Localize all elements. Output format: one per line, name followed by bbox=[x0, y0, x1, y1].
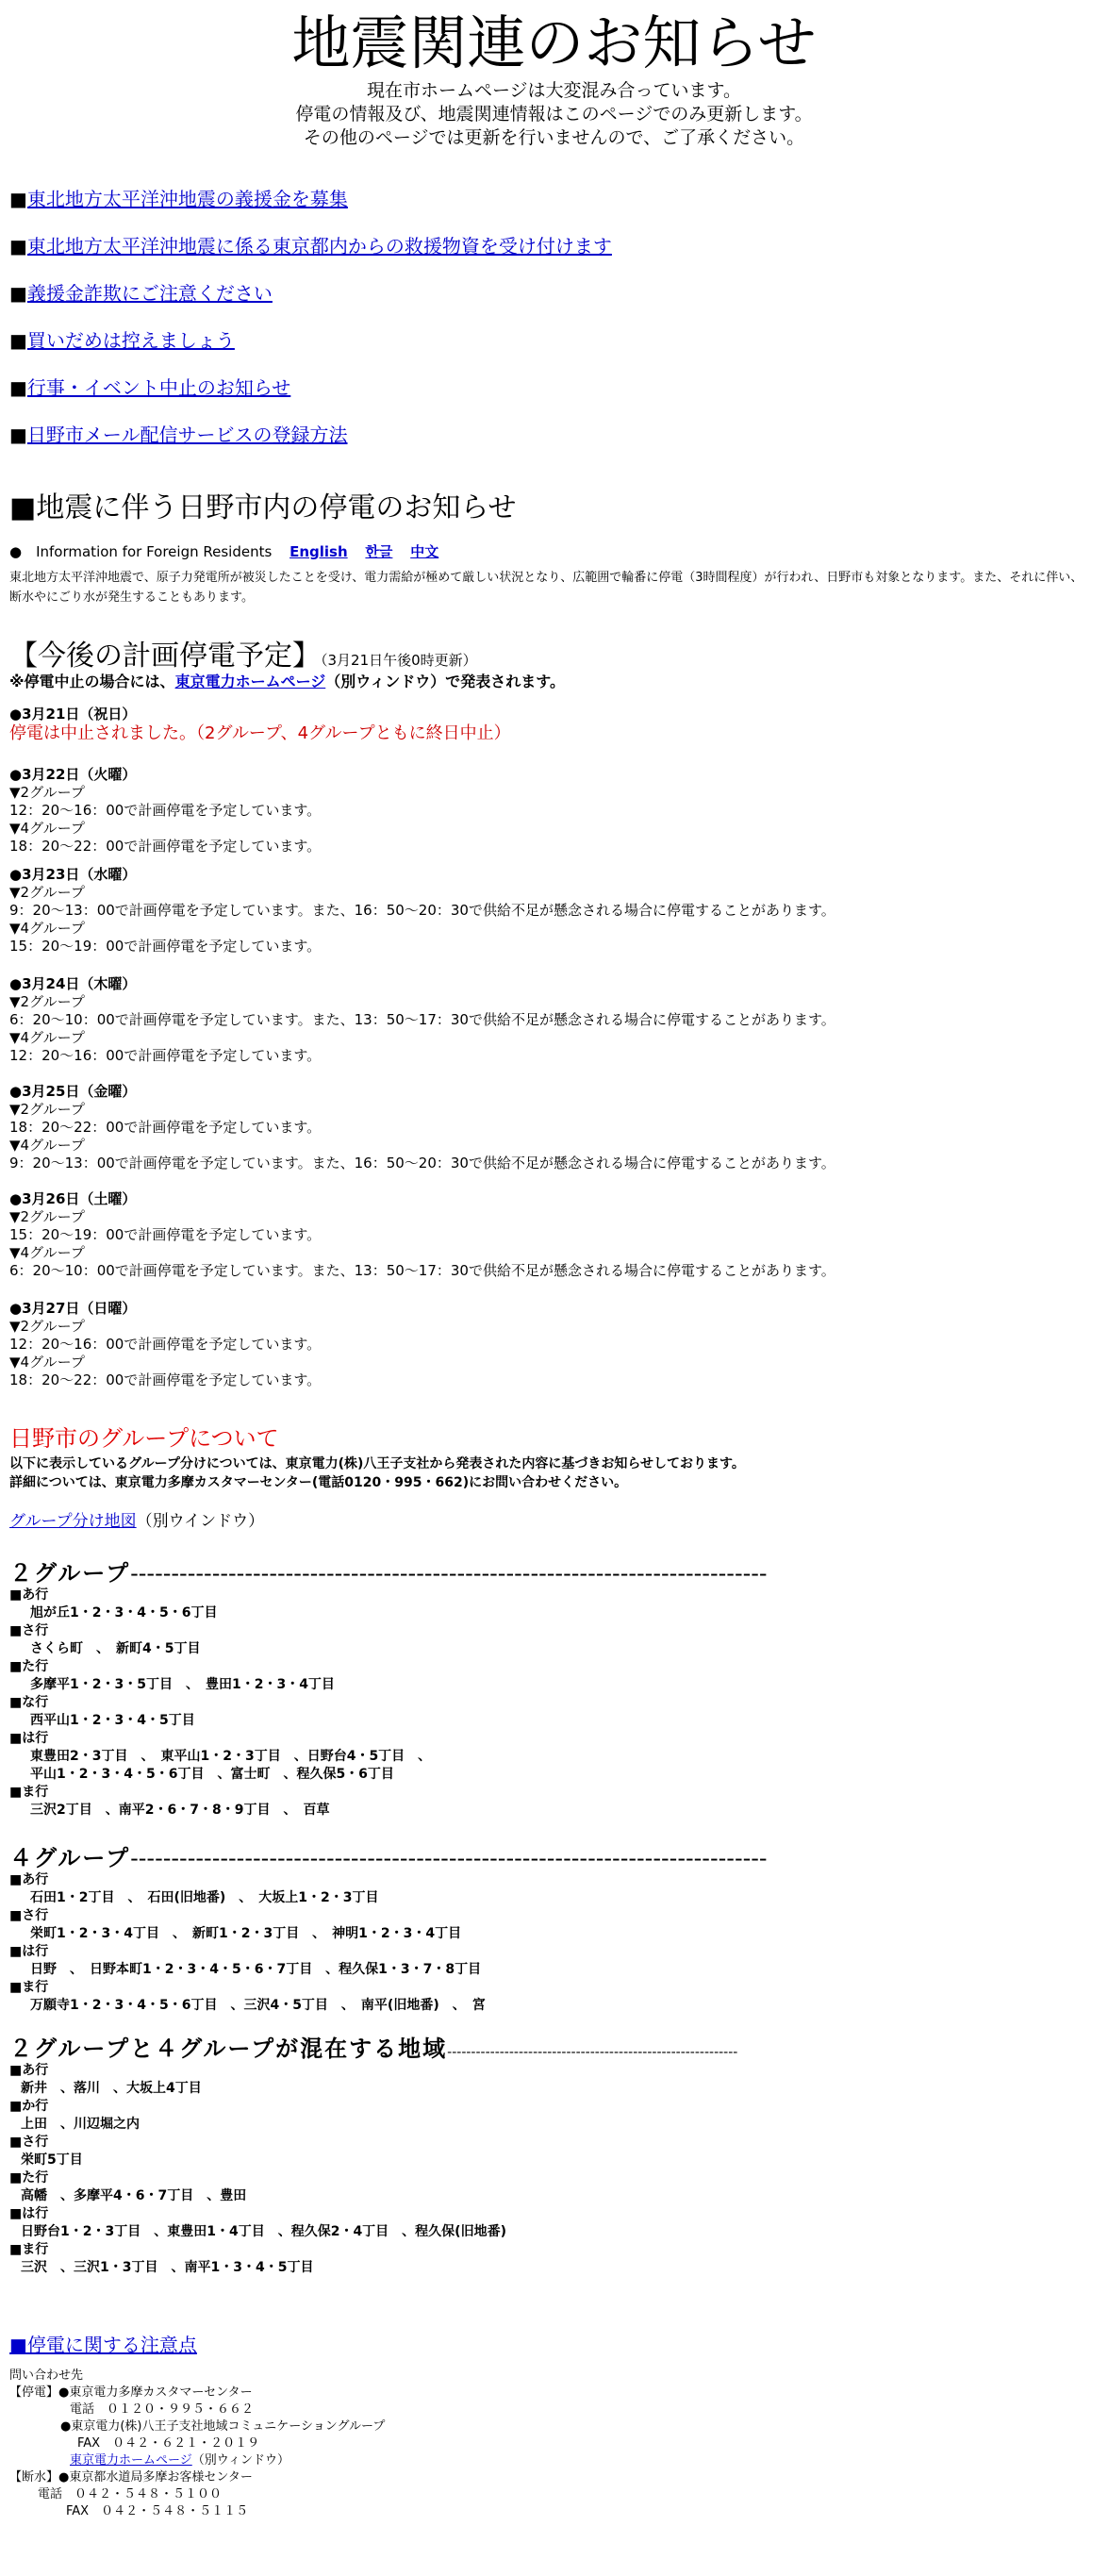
contact-tepco-fax: FAX ０４２・６２１・２０１９ bbox=[77, 2436, 260, 2451]
group-area-list bbox=[9, 1871, 486, 2015]
area-names: 三沢 、三沢1・3丁目 、南平1・3・4・5丁目 bbox=[21, 2260, 314, 2275]
area-names: 新井 、落川 、大坂上4丁目 bbox=[21, 2081, 202, 2096]
area-names: 日野台1・2・3丁目 、東豊田1・4丁目 、程久保2・4丁目 、程久保(旧地番) bbox=[21, 2224, 506, 2239]
schedule-line: ▼2グループ bbox=[9, 884, 85, 901]
bullet-square-icon: ■ bbox=[9, 424, 27, 446]
schedule-line: 12：20～16：00で計画停電を予定しています。 bbox=[9, 802, 322, 819]
group-section-rule: ------------------------------------------------------------------------------ bbox=[130, 1560, 768, 1587]
link-mail-service[interactable]: 日野市メール配信サービスの登録方法 bbox=[26, 424, 348, 446]
area-names: 高幡 、多摩平4・6・7丁目 、豊田 bbox=[21, 2188, 247, 2203]
plan-updated: （3月21日午後0時更新） bbox=[321, 652, 477, 669]
group-section-heading bbox=[9, 1554, 768, 1587]
area-row-head: ■さ行 bbox=[9, 2135, 49, 2150]
schedule-day bbox=[9, 766, 321, 856]
area-names: さくら町 、 新町4・5丁目 bbox=[30, 1641, 201, 1656]
bullet-square-icon: ■ bbox=[9, 329, 27, 352]
schedule-line: 12：20～16：00で計画停電を予定しています。 bbox=[9, 1047, 322, 1064]
schedule-line: 9：20～13：00で計画停電を予定しています。また、16：50～20：30で供給不足が懸念される場合に停電することがあります。 bbox=[9, 902, 835, 919]
schedule-line: ▼4グループ bbox=[9, 920, 85, 937]
area-row-head: ■ま行 bbox=[9, 1785, 49, 1800]
caution-row bbox=[9, 2330, 197, 2357]
link-relief-supplies[interactable]: 東北地方太平洋沖地震に係る東京都内からの救援物資を受け付けます bbox=[26, 235, 612, 258]
schedule-day bbox=[9, 866, 835, 956]
link-item-donation bbox=[9, 187, 348, 211]
schedule-line: 9：20～13：00で計画停電を予定しています。また、16：50～20：30で供給不足が懸念される場合に停電することがあります。 bbox=[9, 1155, 835, 1172]
outage-intro: 東北地方太平洋沖地震で、原子力発電所が被災したことを受け、電力需給が極めて厳しい状況となり、広範囲で輪番に停電（3時間程度）が行われ、日野市も対象となります。また、それに伴い、断水やにごり水が発生することもあります。 bbox=[9, 571, 1083, 605]
area-names: 多摩平1・2・3・5丁目 、 豊田1・2・3・4丁目 bbox=[30, 1677, 335, 1692]
schedule-line: 18：20～22：00で計画停電を予定しています。 bbox=[9, 1119, 322, 1136]
schedule-line: ▼4グループ bbox=[9, 1354, 85, 1371]
contact-water-tel: 電話 ０４２・５４８・５１００ bbox=[38, 2487, 223, 2501]
schedule-line: 15：20～19：00で計画停電を予定しています。 bbox=[9, 938, 322, 955]
bullet-square-icon: ■ bbox=[9, 282, 27, 305]
schedule-line: 15：20～19：00で計画停電を予定しています。 bbox=[9, 1226, 322, 1243]
schedule-line: 12：20～16：00で計画停電を予定しています。 bbox=[9, 1336, 322, 1353]
plan-title: 【今後の計画停電予定】 bbox=[9, 640, 321, 673]
plan-note-pre: ※停電中止の場合には、 bbox=[9, 673, 175, 690]
group-section-title: ２グループと４グループが混在する地域 bbox=[9, 2036, 448, 2062]
contact-water-fax: FAX ０４２・５４８・５１１５ bbox=[66, 2504, 249, 2518]
area-row-head: ■な行 bbox=[9, 1695, 49, 1710]
area-names: 石田1・2丁目 、 石田(旧地番) 、 大坂上1・2・3丁目 bbox=[30, 1890, 379, 1905]
area-row-head: ■あ行 bbox=[9, 2063, 49, 2078]
area-row-head: ■あ行 bbox=[9, 1872, 49, 1887]
contact-label: 問い合わせ先 bbox=[9, 2368, 84, 2383]
water-label: 【断水】 bbox=[9, 2470, 59, 2485]
groups-heading: 日野市のグループについて bbox=[9, 1425, 279, 1452]
schedule-date: ●3月22日（火曜） bbox=[9, 766, 137, 783]
area-names: 東豊田2・3丁目 、 東平山1・2・3丁目 、日野台4・5丁目 、 bbox=[30, 1749, 432, 1764]
link-item-hoarding bbox=[9, 328, 235, 353]
link-item-relief bbox=[9, 234, 612, 258]
schedule-line: ▼2グループ bbox=[9, 1208, 85, 1225]
schedule-date: ●3月27日（日曜） bbox=[9, 1300, 137, 1317]
area-row-head: ■か行 bbox=[9, 2099, 49, 2114]
area-names: 旭が丘1・2・3・4・5・6丁目 bbox=[30, 1605, 218, 1620]
group-section-title: ４グループ bbox=[9, 1845, 131, 1871]
link-item-mail bbox=[9, 423, 348, 447]
contact-tepco-link-row bbox=[9, 2452, 385, 2469]
group-map-link[interactable]: グループ分け地図 bbox=[9, 1512, 137, 1531]
contact-block bbox=[9, 2368, 385, 2520]
area-row-head: ■は行 bbox=[9, 1944, 49, 1959]
groups-desc-line-2: 詳細については、東京電力多摩カスタマーセンター(電話0120・995・662)にお問い合わせください。 bbox=[9, 1475, 628, 1490]
area-names: 西平山1・2・3・4・5丁目 bbox=[30, 1713, 195, 1728]
area-row-head: ■た行 bbox=[9, 2170, 49, 2185]
schedule-date: ●3月21日（祝日） bbox=[9, 706, 137, 723]
bullet-square-icon: ■ bbox=[9, 235, 27, 258]
schedule-line: ▼4グループ bbox=[9, 1029, 85, 1046]
page-title: 地震関連のお知らせ bbox=[291, 8, 817, 77]
schedule-day bbox=[9, 975, 835, 1065]
area-row-head: ■ま行 bbox=[9, 1980, 49, 1995]
contact-water-center: ●東京都水道局多摩お客様センター bbox=[58, 2470, 253, 2485]
schedule-line: ▼2グループ bbox=[9, 993, 85, 1010]
group-map-note: （別ウインドウ） bbox=[136, 1512, 265, 1531]
area-row-head: ■た行 bbox=[9, 1659, 49, 1674]
plan-note bbox=[9, 672, 565, 692]
schedule-day bbox=[9, 1300, 321, 1389]
contact-tepco-link-note: （別ウィンドウ） bbox=[191, 2453, 289, 2468]
group-area-list bbox=[9, 1587, 431, 1820]
schedule-line: ▼4グループ bbox=[9, 1244, 85, 1261]
area-names: 栄町5丁目 bbox=[21, 2152, 83, 2168]
schedule-line: 18：20～22：00で計画停電を予定しています。 bbox=[9, 838, 322, 855]
tepco-link[interactable]: 東京電力ホームページ bbox=[174, 673, 326, 690]
schedule-line: ▼2グループ bbox=[9, 1318, 85, 1335]
contact-water-row bbox=[9, 2469, 385, 2486]
schedule-line: ▼2グループ bbox=[9, 784, 85, 801]
schedule-date: ●3月23日（水曜） bbox=[9, 866, 137, 883]
notice-line-3: その他のページでは更新を行いませんので、ご了承ください。 bbox=[303, 127, 805, 148]
schedule-line: 6：20～10：00で計画停電を予定しています。また、13：50～17：30で供給不足が懸念される場合に停電することがあります。 bbox=[9, 1011, 835, 1028]
groups-description bbox=[9, 1454, 745, 1492]
contact-tepco-center: ●東京電力多摩カスタマーセンター bbox=[58, 2385, 253, 2400]
contact-power-row bbox=[9, 2385, 385, 2401]
foreign-residents-row bbox=[9, 542, 438, 561]
lang-korean-link[interactable]: 한글 bbox=[365, 543, 393, 560]
schedule-day bbox=[9, 1190, 835, 1280]
group-section-title: ２グループ bbox=[9, 1560, 131, 1587]
area-row-head: ■ま行 bbox=[9, 2242, 49, 2257]
link-fraud-warning[interactable]: 義援金詐欺にご注意ください bbox=[26, 282, 273, 305]
area-names: 万願寺1・2・3・4・5・6丁目 、三沢4・5丁目 、 南平(旧地番) 、 宮 bbox=[30, 1998, 486, 2013]
area-names: 平山1・2・3・4・5・6丁目 、富士町 、程久保5・6丁目 bbox=[30, 1767, 394, 1782]
group-map-row bbox=[9, 1507, 264, 1531]
group-section-heading bbox=[9, 2030, 737, 2063]
area-row-head: ■は行 bbox=[9, 2206, 49, 2221]
lang-chinese-link[interactable]: 中文 bbox=[410, 543, 439, 560]
groups-desc-line-1: 以下に表示しているグループ分けについては、東京電力(株)八王子支社から発表された内容に基づきお知らせしております。 bbox=[9, 1456, 745, 1471]
schedule-day bbox=[9, 1083, 835, 1172]
contact-tepco-branch: ●東京電力(株)八王子支社地域コミュニケーショングループ bbox=[60, 2419, 386, 2434]
schedule-day bbox=[9, 706, 511, 744]
link-hoarding[interactable]: 買いだめは控えましょう bbox=[26, 329, 235, 352]
schedule-line: ▼4グループ bbox=[9, 820, 85, 837]
schedule-line: 6：20～10：00で計画停電を予定しています。また、13：50～17：30で供給不足が懸念される場合に停電することがあります。 bbox=[9, 1262, 835, 1279]
schedule-date: ●3月26日（土曜） bbox=[9, 1190, 137, 1207]
group-section-rule: ------------------------------------------------------------------------------ bbox=[130, 1845, 768, 1871]
area-names: 三沢2丁目 、南平2・6・7・8・9丁目 、 百草 bbox=[30, 1803, 330, 1818]
schedule-line: ▼2グループ bbox=[9, 1101, 85, 1118]
link-events-cancel[interactable]: 行事・イベント中止のお知らせ bbox=[26, 376, 291, 399]
link-item-events bbox=[9, 375, 290, 400]
notice-line-2: 停電の情報及び、地震関連情報はこのページでのみ更新します。 bbox=[295, 104, 813, 125]
schedule-line: 停電は中止されました。（2グループ、4グループともに終日中止） bbox=[9, 723, 511, 743]
lang-english-link[interactable]: English bbox=[289, 543, 348, 560]
link-donation[interactable]: 東北地方太平洋沖地震の義援金を募集 bbox=[26, 188, 348, 210]
caution-link[interactable]: ■停電に関する注意点 bbox=[9, 2334, 197, 2356]
area-row-head: ■さ行 bbox=[9, 1908, 49, 1923]
link-item-fraud bbox=[9, 281, 273, 306]
group-section-heading bbox=[9, 1839, 768, 1872]
contact-tepco-tel: 電話 ０１２０・９９５・６６２ bbox=[70, 2402, 255, 2417]
area-row-head: ■さ行 bbox=[9, 1623, 49, 1638]
notice-line-1: 現在市ホームページは大変混み合っています。 bbox=[366, 80, 742, 101]
area-row-head: ■あ行 bbox=[9, 1587, 49, 1603]
group-area-list bbox=[9, 2062, 506, 2277]
group-section-rule: ------------------------------------------------------------- bbox=[447, 2045, 738, 2060]
outage-heading: ■地震に伴う日野市内の停電のお知らせ bbox=[9, 491, 517, 524]
schedule-date: ●3月25日（金曜） bbox=[9, 1083, 137, 1100]
contact-tepco-link[interactable]: 東京電力ホームページ bbox=[70, 2453, 192, 2468]
bullet-square-icon: ■ bbox=[9, 376, 27, 399]
power-label: 【停電】 bbox=[9, 2385, 59, 2400]
area-names: 上田 、川辺堀之内 bbox=[21, 2117, 140, 2132]
schedule-line: 18：20～22：00で計画停電を予定しています。 bbox=[9, 1371, 322, 1388]
area-row-head: ■は行 bbox=[9, 1731, 49, 1746]
schedule-line: ▼4グループ bbox=[9, 1137, 85, 1154]
area-names: 栄町1・2・3・4丁目 、 新町1・2・3丁目 、 神明1・2・3・4丁目 bbox=[30, 1926, 462, 1941]
foreign-label: ● Information for Foreign Residents bbox=[9, 543, 273, 560]
area-names: 日野 、 日野本町1・2・3・4・5・6・7丁目 、程久保1・3・7・8丁目 bbox=[30, 1962, 482, 1977]
bullet-square-icon: ■ bbox=[9, 188, 27, 210]
plan-note-post: （別ウィンドウ）で発表されます。 bbox=[325, 673, 566, 690]
schedule-date: ●3月24日（木曜） bbox=[9, 975, 137, 992]
